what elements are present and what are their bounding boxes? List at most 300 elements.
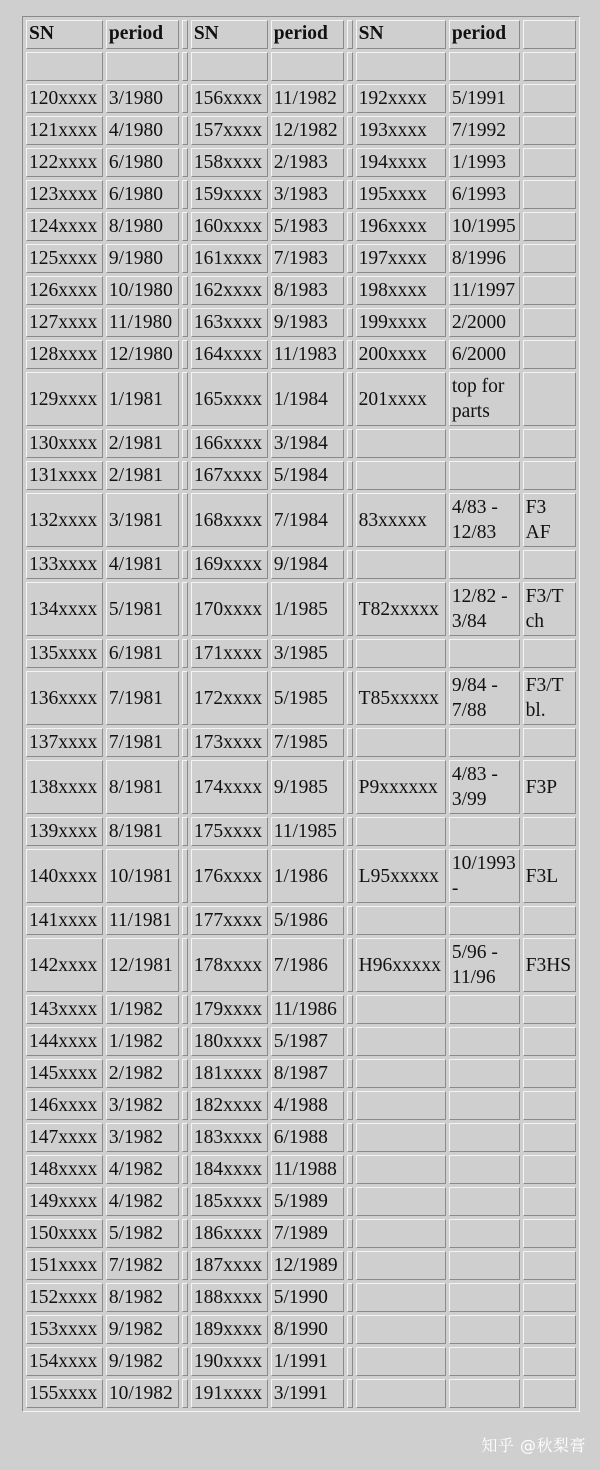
watermark: 知乎 @秋梨膏 — [481, 1436, 586, 1455]
note-cell: F3L — [523, 849, 576, 903]
sn-cell: 185xxxx — [191, 1187, 268, 1216]
period-cell: 1/1985 — [271, 582, 344, 636]
period-cell: 8/1987 — [271, 1059, 344, 1088]
period-cell: 11/1986 — [271, 995, 344, 1024]
note-cell — [523, 906, 576, 935]
table-row — [26, 671, 576, 725]
spacer-cell — [182, 906, 188, 935]
period-cell — [449, 1347, 520, 1376]
period-cell: 8/1983 — [271, 276, 344, 305]
sn-cell: T82xxxxx — [356, 582, 446, 636]
period-cell — [449, 728, 520, 757]
sn-cell: 136xxxx — [26, 671, 103, 725]
period-cell — [449, 1315, 520, 1344]
period-cell: 1/1982 — [106, 995, 179, 1024]
sn-cell: 176xxxx — [191, 849, 268, 903]
spacer-cell — [347, 1251, 353, 1280]
period-cell — [449, 995, 520, 1024]
period-cell: 7/1983 — [271, 244, 344, 273]
period-cell — [449, 1091, 520, 1120]
table-row — [26, 1059, 576, 1088]
period-cell: 9/1985 — [271, 760, 344, 814]
period-cell: 3/1985 — [271, 639, 344, 668]
sn-cell — [356, 1059, 446, 1088]
spacer-cell — [347, 84, 353, 113]
spacer-cell — [182, 52, 188, 81]
spacer-cell — [347, 938, 353, 992]
period-cell: 7/1981 — [106, 728, 179, 757]
spacer-cell — [182, 760, 188, 814]
spacer-cell — [347, 1059, 353, 1088]
period-cell: 12/82 - 3/84 — [449, 582, 520, 636]
period-cell — [449, 550, 520, 579]
period-cell: 3/1980 — [106, 84, 179, 113]
spacer-cell — [182, 1315, 188, 1344]
header-period-1: period — [106, 20, 179, 49]
period-cell — [449, 1283, 520, 1312]
period-cell: 6/1980 — [106, 180, 179, 209]
period-cell: 11/1982 — [271, 84, 344, 113]
sn-cell: 179xxxx — [191, 995, 268, 1024]
period-cell — [449, 1379, 520, 1408]
table-row — [26, 1347, 576, 1376]
table-row — [26, 1091, 576, 1120]
period-cell: 8/1990 — [271, 1315, 344, 1344]
period-cell: 11/1988 — [271, 1155, 344, 1184]
sn-cell: 127xxxx — [26, 308, 103, 337]
table-row — [26, 1219, 576, 1248]
sn-cell: 128xxxx — [26, 340, 103, 369]
spacer-cell — [182, 276, 188, 305]
period-cell: 1/1981 — [106, 372, 179, 426]
sn-cell: 199xxxx — [356, 308, 446, 337]
sn-cell: 150xxxx — [26, 1219, 103, 1248]
note-cell — [523, 180, 576, 209]
spacer-cell — [182, 84, 188, 113]
note-cell — [523, 84, 576, 113]
sn-cell: 161xxxx — [191, 244, 268, 273]
period-cell — [449, 1123, 520, 1152]
spacer-cell — [347, 180, 353, 209]
sn-cell: 147xxxx — [26, 1123, 103, 1152]
sn-cell: 198xxxx — [356, 276, 446, 305]
table-row — [26, 1027, 576, 1056]
sn-cell: 200xxxx — [356, 340, 446, 369]
table-row — [26, 1251, 576, 1280]
period-cell — [449, 1219, 520, 1248]
spacer-cell — [347, 20, 353, 49]
spacer-cell — [347, 1187, 353, 1216]
sn-cell: 186xxxx — [191, 1219, 268, 1248]
note-cell: F3/T bl. — [523, 671, 576, 725]
period-cell: 12/1982 — [271, 116, 344, 145]
spacer-cell — [182, 244, 188, 273]
sn-cell — [356, 995, 446, 1024]
sn-cell — [356, 461, 446, 490]
sn-cell: 174xxxx — [191, 760, 268, 814]
period-cell: 8/1982 — [106, 1283, 179, 1312]
header-period-2: period — [271, 20, 344, 49]
period-cell: 3/1981 — [106, 493, 179, 547]
spacer-cell — [182, 180, 188, 209]
spacer-cell — [182, 372, 188, 426]
sn-cell: T85xxxxx — [356, 671, 446, 725]
period-cell: 9/1982 — [106, 1315, 179, 1344]
sn-cell — [356, 1091, 446, 1120]
sn-cell: 139xxxx — [26, 817, 103, 846]
note-cell — [523, 1059, 576, 1088]
sn-cell: 197xxxx — [356, 244, 446, 273]
period-cell: 10/1995 — [449, 212, 520, 241]
period-cell — [449, 639, 520, 668]
period-cell: 5/1986 — [271, 906, 344, 935]
note-cell — [523, 276, 576, 305]
table-row — [26, 276, 576, 305]
period-cell: 4/83 - 12/83 — [449, 493, 520, 547]
sn-cell: 135xxxx — [26, 639, 103, 668]
period-cell: 11/1981 — [106, 906, 179, 935]
header-period-3: period — [449, 20, 520, 49]
sn-cell: P9xxxxxx — [356, 760, 446, 814]
period-cell: 5/1989 — [271, 1187, 344, 1216]
note-cell — [523, 1283, 576, 1312]
sn-cell: H96xxxxx — [356, 938, 446, 992]
sn-cell: 143xxxx — [26, 995, 103, 1024]
sn-cell: 167xxxx — [191, 461, 268, 490]
table-row — [26, 1123, 576, 1152]
sn-cell — [356, 817, 446, 846]
note-cell — [523, 340, 576, 369]
note-cell — [523, 1155, 576, 1184]
sn-cell — [356, 1315, 446, 1344]
spacer-cell — [347, 276, 353, 305]
spacer-cell — [182, 20, 188, 49]
sn-cell: 138xxxx — [26, 760, 103, 814]
period-cell: 4/1988 — [271, 1091, 344, 1120]
period-cell: 4/83 - 3/99 — [449, 760, 520, 814]
sn-cell: 122xxxx — [26, 148, 103, 177]
spacer-cell — [347, 760, 353, 814]
spacer-cell — [347, 550, 353, 579]
spacer-cell — [347, 1091, 353, 1120]
sn-cell: 195xxxx — [356, 180, 446, 209]
spacer-cell — [182, 308, 188, 337]
note-cell — [523, 372, 576, 426]
period-cell — [449, 1059, 520, 1088]
sn-cell: 181xxxx — [191, 1059, 268, 1088]
sn-cell: 192xxxx — [356, 84, 446, 113]
period-cell — [449, 1187, 520, 1216]
sn-cell — [356, 1347, 446, 1376]
sn-cell: 187xxxx — [191, 1251, 268, 1280]
sn-cell: L95xxxxx — [356, 849, 446, 903]
sn-cell: 149xxxx — [26, 1187, 103, 1216]
spacer-cell — [347, 1027, 353, 1056]
period-cell: 7/1982 — [106, 1251, 179, 1280]
note-cell — [523, 244, 576, 273]
sn-cell: 155xxxx — [26, 1379, 103, 1408]
serial-number-table — [23, 17, 579, 1411]
spacer-cell — [182, 728, 188, 757]
period-cell: 2/1981 — [106, 429, 179, 458]
spacer-cell — [347, 461, 353, 490]
period-cell — [449, 1155, 520, 1184]
header-sn-3: SN — [356, 20, 446, 49]
note-cell — [523, 148, 576, 177]
period-cell: top for parts — [449, 372, 520, 426]
sn-cell — [356, 1219, 446, 1248]
sn-cell: 180xxxx — [191, 1027, 268, 1056]
sn-cell: 165xxxx — [191, 372, 268, 426]
period-cell: 7/1981 — [106, 671, 179, 725]
sn-cell: 129xxxx — [26, 372, 103, 426]
table-row — [26, 906, 576, 935]
period-cell: 10/1981 — [106, 849, 179, 903]
empty-cell — [106, 52, 179, 81]
sn-cell — [356, 550, 446, 579]
note-cell: F3P — [523, 760, 576, 814]
spacer-cell — [347, 671, 353, 725]
note-cell — [523, 429, 576, 458]
table-row — [26, 582, 576, 636]
sn-cell: 162xxxx — [191, 276, 268, 305]
sn-cell: 201xxxx — [356, 372, 446, 426]
spacer-cell — [182, 1283, 188, 1312]
empty-cell — [523, 52, 576, 81]
period-cell: 5/1983 — [271, 212, 344, 241]
sn-cell: 182xxxx — [191, 1091, 268, 1120]
spacer-cell — [347, 493, 353, 547]
sn-cell: 160xxxx — [191, 212, 268, 241]
period-cell: 8/1981 — [106, 817, 179, 846]
spacer-cell — [347, 148, 353, 177]
sn-cell: 146xxxx — [26, 1091, 103, 1120]
period-cell: 3/1982 — [106, 1123, 179, 1152]
period-cell: 6/1980 — [106, 148, 179, 177]
period-cell: 4/1982 — [106, 1187, 179, 1216]
sn-cell: 130xxxx — [26, 429, 103, 458]
spacer-cell — [182, 1379, 188, 1408]
note-cell — [523, 1219, 576, 1248]
period-cell: 1/1982 — [106, 1027, 179, 1056]
serial-number-table-frame — [22, 16, 580, 1412]
note-cell — [523, 461, 576, 490]
sn-cell: 159xxxx — [191, 180, 268, 209]
sn-cell: 123xxxx — [26, 180, 103, 209]
period-cell — [449, 1027, 520, 1056]
sn-cell: 120xxxx — [26, 84, 103, 113]
sn-cell — [356, 1155, 446, 1184]
period-cell: 10/1980 — [106, 276, 179, 305]
empty-row — [26, 52, 576, 81]
sn-cell: 183xxxx — [191, 1123, 268, 1152]
sn-cell: 169xxxx — [191, 550, 268, 579]
period-cell: 1/1986 — [271, 849, 344, 903]
sn-cell: 189xxxx — [191, 1315, 268, 1344]
table-row — [26, 938, 576, 992]
note-cell — [523, 1347, 576, 1376]
sn-cell — [356, 906, 446, 935]
sn-cell: 145xxxx — [26, 1059, 103, 1088]
sn-cell: 154xxxx — [26, 1347, 103, 1376]
table-row — [26, 849, 576, 903]
period-cell — [449, 461, 520, 490]
period-cell: 10/1982 — [106, 1379, 179, 1408]
spacer-cell — [347, 1283, 353, 1312]
sn-cell: 148xxxx — [26, 1155, 103, 1184]
spacer-cell — [347, 582, 353, 636]
period-cell — [449, 1251, 520, 1280]
spacer-cell — [182, 148, 188, 177]
sn-cell: 166xxxx — [191, 429, 268, 458]
period-cell: 4/1980 — [106, 116, 179, 145]
period-cell: 2/1983 — [271, 148, 344, 177]
sn-cell — [356, 1379, 446, 1408]
table-row — [26, 1283, 576, 1312]
table-row — [26, 429, 576, 458]
period-cell: 6/1988 — [271, 1123, 344, 1152]
sn-cell: 140xxxx — [26, 849, 103, 903]
table-row — [26, 212, 576, 241]
period-cell: 6/2000 — [449, 340, 520, 369]
period-cell: 11/1980 — [106, 308, 179, 337]
table-row — [26, 995, 576, 1024]
table-row — [26, 180, 576, 209]
table-row — [26, 244, 576, 273]
sn-cell: 83xxxxx — [356, 493, 446, 547]
period-cell: 2/1982 — [106, 1059, 179, 1088]
period-cell: 8/1981 — [106, 760, 179, 814]
table-row — [26, 1187, 576, 1216]
table-row — [26, 372, 576, 426]
period-cell: 12/1980 — [106, 340, 179, 369]
period-cell: 3/1991 — [271, 1379, 344, 1408]
empty-cell — [271, 52, 344, 81]
period-cell: 11/1997 — [449, 276, 520, 305]
sn-cell — [356, 1123, 446, 1152]
period-cell: 6/1981 — [106, 639, 179, 668]
sn-cell: 170xxxx — [191, 582, 268, 636]
note-cell — [523, 1123, 576, 1152]
sn-cell: 141xxxx — [26, 906, 103, 935]
sn-cell: 152xxxx — [26, 1283, 103, 1312]
table-row — [26, 461, 576, 490]
period-cell: 7/1992 — [449, 116, 520, 145]
period-cell: 5/1985 — [271, 671, 344, 725]
period-cell: 11/1985 — [271, 817, 344, 846]
sn-cell: 157xxxx — [191, 116, 268, 145]
spacer-cell — [182, 429, 188, 458]
period-cell — [449, 429, 520, 458]
spacer-cell — [347, 1347, 353, 1376]
spacer-cell — [182, 995, 188, 1024]
note-cell: F3HS — [523, 938, 576, 992]
table-row — [26, 308, 576, 337]
sn-cell — [356, 1283, 446, 1312]
note-cell — [523, 212, 576, 241]
sn-cell: 144xxxx — [26, 1027, 103, 1056]
note-cell — [523, 1251, 576, 1280]
sn-cell: 142xxxx — [26, 938, 103, 992]
spacer-cell — [347, 1155, 353, 1184]
header-sn-1: SN — [26, 20, 103, 49]
sn-cell: 153xxxx — [26, 1315, 103, 1344]
spacer-cell — [347, 340, 353, 369]
spacer-cell — [347, 1315, 353, 1344]
spacer-cell — [347, 906, 353, 935]
period-cell: 5/1991 — [449, 84, 520, 113]
period-cell: 5/1990 — [271, 1283, 344, 1312]
sn-cell: 126xxxx — [26, 276, 103, 305]
spacer-cell — [182, 1027, 188, 1056]
note-cell — [523, 1315, 576, 1344]
sn-cell: 193xxxx — [356, 116, 446, 145]
sn-cell: 163xxxx — [191, 308, 268, 337]
table-body — [26, 20, 576, 1408]
spacer-cell — [347, 639, 353, 668]
spacer-cell — [182, 817, 188, 846]
note-cell — [523, 1379, 576, 1408]
sn-cell: 121xxxx — [26, 116, 103, 145]
spacer-cell — [182, 1091, 188, 1120]
period-cell: 7/1984 — [271, 493, 344, 547]
spacer-cell — [182, 938, 188, 992]
table-row — [26, 760, 576, 814]
sn-cell: 184xxxx — [191, 1155, 268, 1184]
table-row — [26, 1379, 576, 1408]
sn-cell: 124xxxx — [26, 212, 103, 241]
period-cell: 4/1981 — [106, 550, 179, 579]
spacer-cell — [182, 639, 188, 668]
empty-cell — [26, 52, 103, 81]
empty-cell — [191, 52, 268, 81]
period-cell: 6/1993 — [449, 180, 520, 209]
period-cell: 3/1983 — [271, 180, 344, 209]
spacer-cell — [182, 1251, 188, 1280]
period-cell: 5/1984 — [271, 461, 344, 490]
spacer-cell — [182, 849, 188, 903]
sn-cell: 125xxxx — [26, 244, 103, 273]
sn-cell: 151xxxx — [26, 1251, 103, 1280]
period-cell: 5/1982 — [106, 1219, 179, 1248]
period-cell: 1/1991 — [271, 1347, 344, 1376]
sn-cell — [356, 728, 446, 757]
period-cell: 7/1985 — [271, 728, 344, 757]
spacer-cell — [182, 340, 188, 369]
spacer-cell — [347, 429, 353, 458]
table-row — [26, 639, 576, 668]
spacer-cell — [182, 550, 188, 579]
spacer-cell — [347, 995, 353, 1024]
note-cell — [523, 639, 576, 668]
spacer-cell — [182, 1155, 188, 1184]
spacer-cell — [182, 1123, 188, 1152]
period-cell: 12/1981 — [106, 938, 179, 992]
spacer-cell — [182, 671, 188, 725]
period-cell: 4/1982 — [106, 1155, 179, 1184]
period-cell: 1/1993 — [449, 148, 520, 177]
spacer-cell — [182, 1219, 188, 1248]
sn-cell: 190xxxx — [191, 1347, 268, 1376]
note-cell: F3/T ch — [523, 582, 576, 636]
period-cell: 9/1983 — [271, 308, 344, 337]
empty-cell — [449, 52, 520, 81]
table-row — [26, 148, 576, 177]
sn-cell: 196xxxx — [356, 212, 446, 241]
period-cell: 5/1987 — [271, 1027, 344, 1056]
spacer-cell — [347, 817, 353, 846]
sn-cell: 131xxxx — [26, 461, 103, 490]
